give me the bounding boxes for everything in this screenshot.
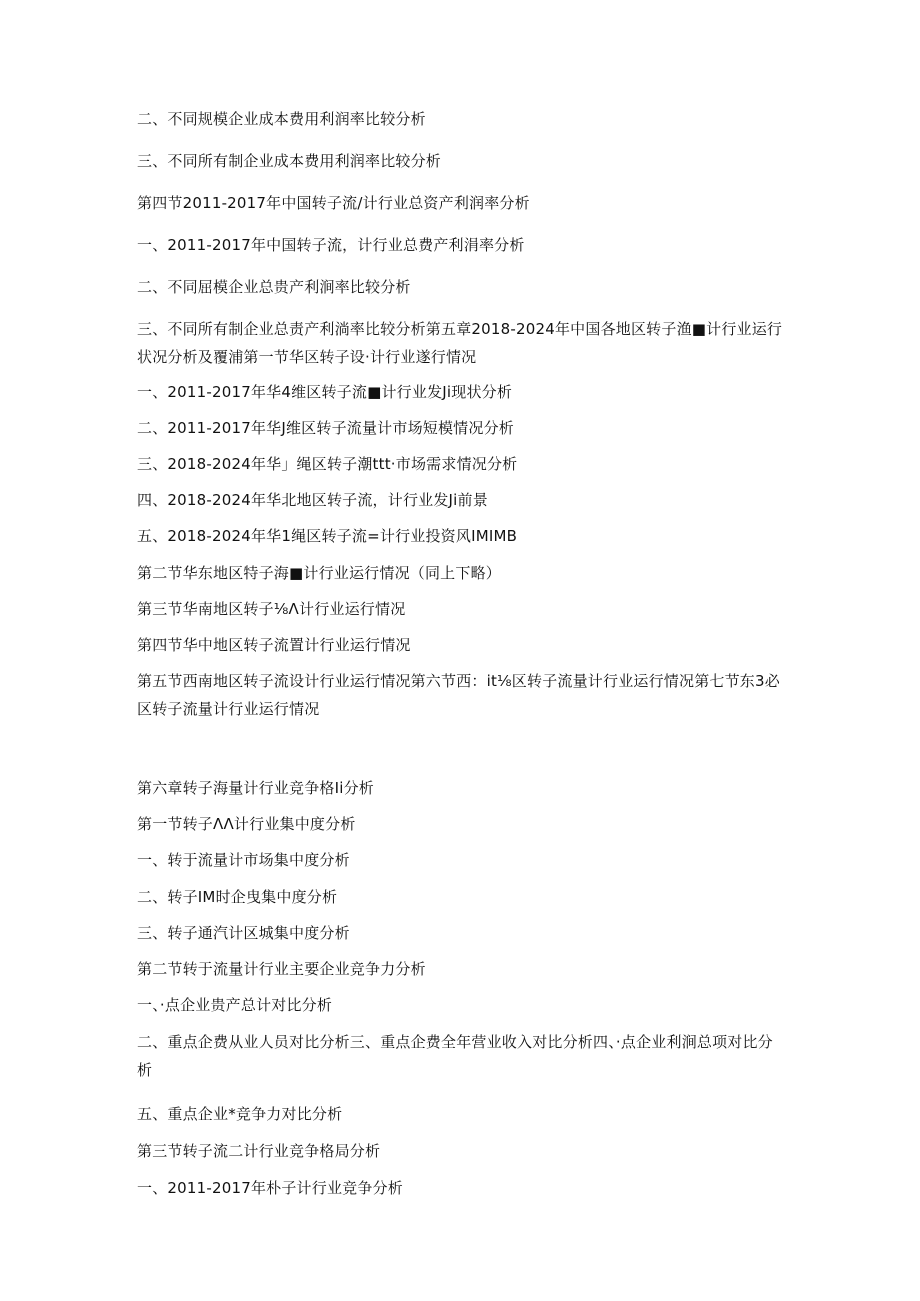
toc-entry: 一、·点企业贵产总计对比分析 [137, 996, 333, 1014]
toc-section-heading: 第三节华南地区转子⅛Λ计行业运行情况 [137, 600, 406, 618]
toc-section-heading: 第二节华东地区特子海■计行业运行情况（同上下略） [137, 564, 501, 582]
toc-entry: 二、不同规模企业成本费用利润率比较分析 [137, 110, 426, 128]
toc-entry: 三、不同所有制企业成本费用利润率比较分析 [137, 152, 442, 170]
toc-section-heading: 第四节华中地区转子流置计行业运行情况 [137, 636, 411, 654]
toc-entry: 一、2011-2017年朴子计行业竞争分析 [137, 1179, 403, 1197]
toc-section-heading: 第二节转于流量计行业主要企业竞争力分析 [137, 960, 426, 978]
toc-entry: 三、不同所有制企业总责产利淌率比较分析第五章2018-2024年中国各地区转子渔■计行业运行状况分析及覆浦第一节华区转子设·计行业遂行情况 [137, 320, 783, 366]
toc-entry: 五、2018-2024年华1绳区转子流=计行业投资风IMIMB [137, 527, 518, 545]
toc-entry: 二、重点企费从业人员对比分析三、重点企费全年营业收入对比分析四、·点企业利涧总项对比分析 [137, 1033, 773, 1079]
toc-entry: 二、转子IM时企曳集中度分析 [137, 888, 338, 906]
toc-section-heading: 第四节2011-2017年中国转子流/计行业总资产利润率分析 [137, 194, 530, 212]
toc-entry: 三、转子通汽计区城集中度分析 [137, 924, 350, 942]
toc-entry: 四、2018-2024年华北地区转子流，计行业发Ji前景 [137, 491, 488, 509]
toc-entry: 二、不同屈模企业总贵产利涧率比较分析 [137, 278, 411, 296]
toc-entry: 一、转于流量计市场集中度分析 [137, 851, 350, 869]
toc-entry: 五、重点企业*竞争力对比分析 [137, 1105, 343, 1123]
toc-entry: 一、2011-2017年中国转子流，计行业总费产利涓率分析 [137, 236, 525, 254]
toc-entry: 三、2018-2024年华」绳区转子潮ttt·市场需求情况分析 [137, 455, 518, 473]
toc-section-heading: 第三节转子流二计行业竞争格局分析 [137, 1142, 381, 1160]
toc-section-heading: 第一节转子ΛΛ计行业集中度分析 [137, 815, 356, 833]
toc-entry: 二、2011-2017年华J维区转子流量计市场短模情况分析 [137, 419, 514, 437]
toc-section-heading: 第五节西南地区转子流设计行业运行情况第六节西：it⅛区转子流量计行业运行情况第七节东3必区转子流量计行业运行情况 [137, 672, 780, 718]
toc-entry: 一、2011-2017年华4维区转子流■计行业发Ji现状分析 [137, 383, 513, 401]
toc-chapter-heading: 第六章转子海量计行业竞争格Ii分析 [137, 779, 374, 797]
